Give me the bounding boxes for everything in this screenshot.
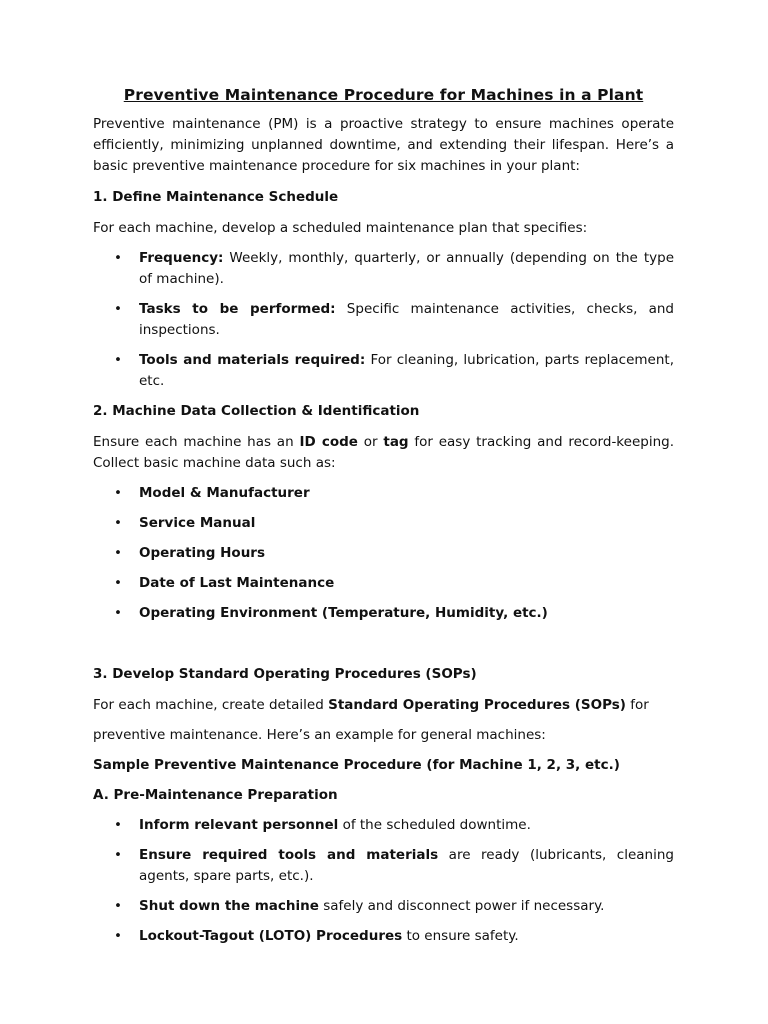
list-item-bold: Tasks to be performed: <box>139 301 336 317</box>
list-item-bold: Model & Manufacturer <box>139 485 310 501</box>
list-item-bold: Tools and materials required: <box>139 352 366 368</box>
list-item-text: Specific maintenance activities, checks, and inspections. <box>139 301 675 338</box>
list-item-bold: Inform relevant personnel <box>139 817 339 833</box>
section2-lead <box>93 432 674 474</box>
list-item-text: Weekly, monthly, quarterly, or annually (depending on the type of machine). <box>139 250 674 287</box>
section2-lead-text: for easy tracking and record-keeping. Collect basic machine data such as: <box>93 434 674 471</box>
section3-lead-text: For each machine, create detailed <box>93 697 329 713</box>
list-item-bold: Date of Last Maintenance <box>139 575 335 591</box>
list-item-bold: Shut down the machine <box>139 898 319 914</box>
list-item-text: to ensure safety. <box>402 928 519 944</box>
section3-heading: 3. Develop Standard Operating Procedures (SOPs) <box>93 666 477 682</box>
list-item <box>93 543 674 564</box>
intro-paragraph: Preventive maintenance (PM) is a proactive strategy to ensure machines operate efficiently, minimizing unplanned downtime, and extending their lifespan. Here’s a basic preventive maintenance procedure for six machines in your plant: <box>93 116 674 174</box>
section1-list <box>93 248 674 392</box>
id-code-term: ID code <box>299 434 358 450</box>
section1-heading: 1. Define Maintenance Schedule <box>93 189 339 205</box>
document-title: Preventive Maintenance Procedure for Machines in a Plant <box>123 86 644 104</box>
list-item-bold: Service Manual <box>139 515 256 531</box>
pre-maintenance-subheading: A. Pre-Maintenance Preparation <box>93 787 338 803</box>
list-item <box>93 845 674 887</box>
list-item <box>93 483 674 504</box>
list-item <box>93 815 674 836</box>
list-item-text: safely and disconnect power if necessary. <box>318 898 605 914</box>
section3-list <box>93 815 674 947</box>
list-item <box>93 513 674 534</box>
section2-lead-text: or <box>357 434 384 450</box>
section2-list <box>93 483 674 624</box>
list-item <box>93 603 674 624</box>
list-item-text: are ready (lubricants, cleaning agents, spare parts, etc.). <box>139 847 674 884</box>
section2-heading: 2. Machine Data Collection & Identification <box>93 403 420 419</box>
section3-lead <box>93 695 674 716</box>
tag-term: tag <box>383 434 409 450</box>
sample-procedure-heading: Sample Preventive Maintenance Procedure (for Machine 1, 2, 3, etc.) <box>93 757 620 773</box>
list-item-bold: Lockout-Tagout (LOTO) Procedures <box>139 928 403 944</box>
list-item <box>93 248 674 290</box>
list-item-bold: Operating Environment (Temperature, Humidity, etc.) <box>139 605 548 621</box>
list-item-bold: Frequency: <box>139 250 224 266</box>
list-item <box>93 896 674 917</box>
list-item-bold: Ensure required tools and materials <box>139 847 439 863</box>
list-item-text: For cleaning, lubrication, parts replacement, etc. <box>139 352 674 389</box>
list-item-bold: Operating Hours <box>139 545 265 561</box>
section3-lead-text: for <box>625 697 649 713</box>
sop-term: Standard Operating Procedures (SOPs) <box>328 697 626 713</box>
list-item <box>93 350 674 392</box>
list-item <box>93 926 674 947</box>
list-item-text: of the scheduled downtime. <box>338 817 531 833</box>
list-item <box>93 573 674 594</box>
list-item <box>93 299 674 341</box>
section2-lead-text: Ensure each machine has an <box>93 434 300 450</box>
document-page <box>93 84 674 947</box>
section3-lead-line2: preventive maintenance. Here’s an example for general machines: <box>93 727 546 743</box>
section1-lead: For each machine, develop a scheduled maintenance plan that specifies: <box>93 220 588 236</box>
